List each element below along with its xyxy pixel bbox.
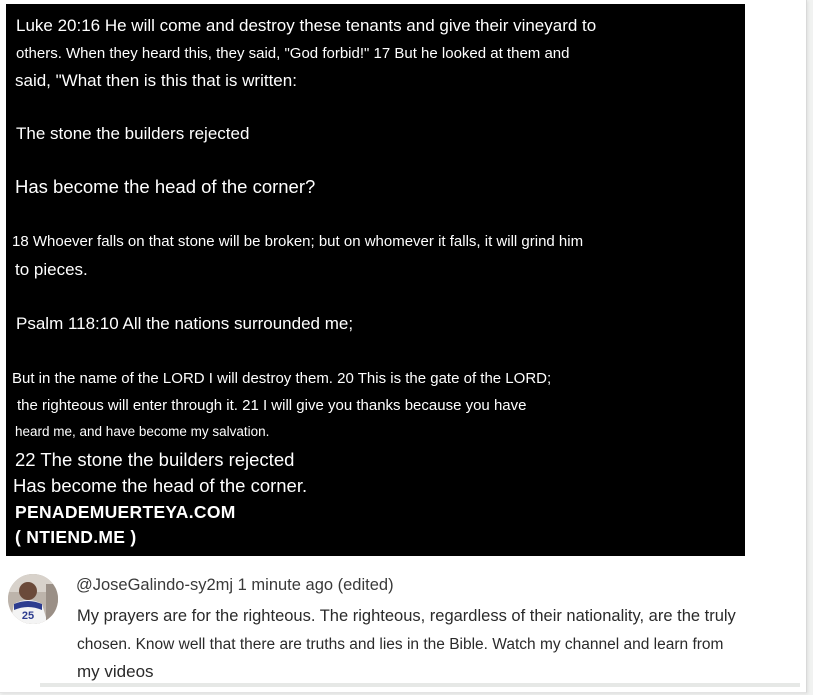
- post-line-12: 22 The stone the builders rejected: [15, 449, 295, 470]
- post-line-10: the righteous will enter through it. 21 I will give you thanks because you have: [17, 397, 527, 414]
- avatar-image: [8, 574, 58, 624]
- bottom-divider: [40, 683, 800, 687]
- avatar-number: 25: [21, 610, 35, 622]
- post-line-8: Psalm 118:10 All the nations surrounded me;: [16, 314, 354, 333]
- website-label: PENADEMUERTEYA.COM: [15, 502, 236, 522]
- post-line-11: heard me, and have become my salvation.: [15, 424, 270, 439]
- post-line-5: Has become the head of the corner?: [15, 176, 316, 197]
- scripture-image-post: [6, 4, 745, 556]
- post-line-4: The stone the builders rejected: [16, 124, 250, 143]
- post-line-13: Has become the head of the corner.: [13, 475, 308, 496]
- comment-text-line-1: My prayers are for the righteous. The righteous, regardless of their nationality, are the truly: [77, 607, 736, 625]
- short-link-label: ( NTIEND.ME ): [15, 527, 137, 547]
- post-line-3: said, "What then is this that is written:: [15, 71, 297, 90]
- comment: [0, 560, 806, 690]
- avatar[interactable]: [8, 574, 58, 624]
- author-link[interactable]: @JoseGalindo-sy2mj: [76, 576, 234, 594]
- post-line-6: 18 Whoever falls on that stone will be broken; but on whomever it falls, it will grind him: [12, 233, 584, 250]
- post-line-2: others. When they heard this, they said, "God forbid!" 17 But he looked at them and: [16, 45, 570, 62]
- post-line-7: to pieces.: [15, 260, 88, 279]
- comment-header: [76, 576, 394, 595]
- comment-text-line-3: my videos: [77, 662, 154, 681]
- post-line-9: But in the name of the LORD I will destroy them. 20 This is the gate of the LORD;: [12, 370, 552, 387]
- comment-text-line-2: chosen. Know well that there are truths and lies in the Bible. Watch my channel and learn from: [77, 636, 724, 653]
- post-line-1: Luke 20:16 He will come and destroy these tenants and give their vineyard to: [16, 16, 597, 35]
- comment-timestamp[interactable]: 1 minute ago (edited): [237, 576, 394, 594]
